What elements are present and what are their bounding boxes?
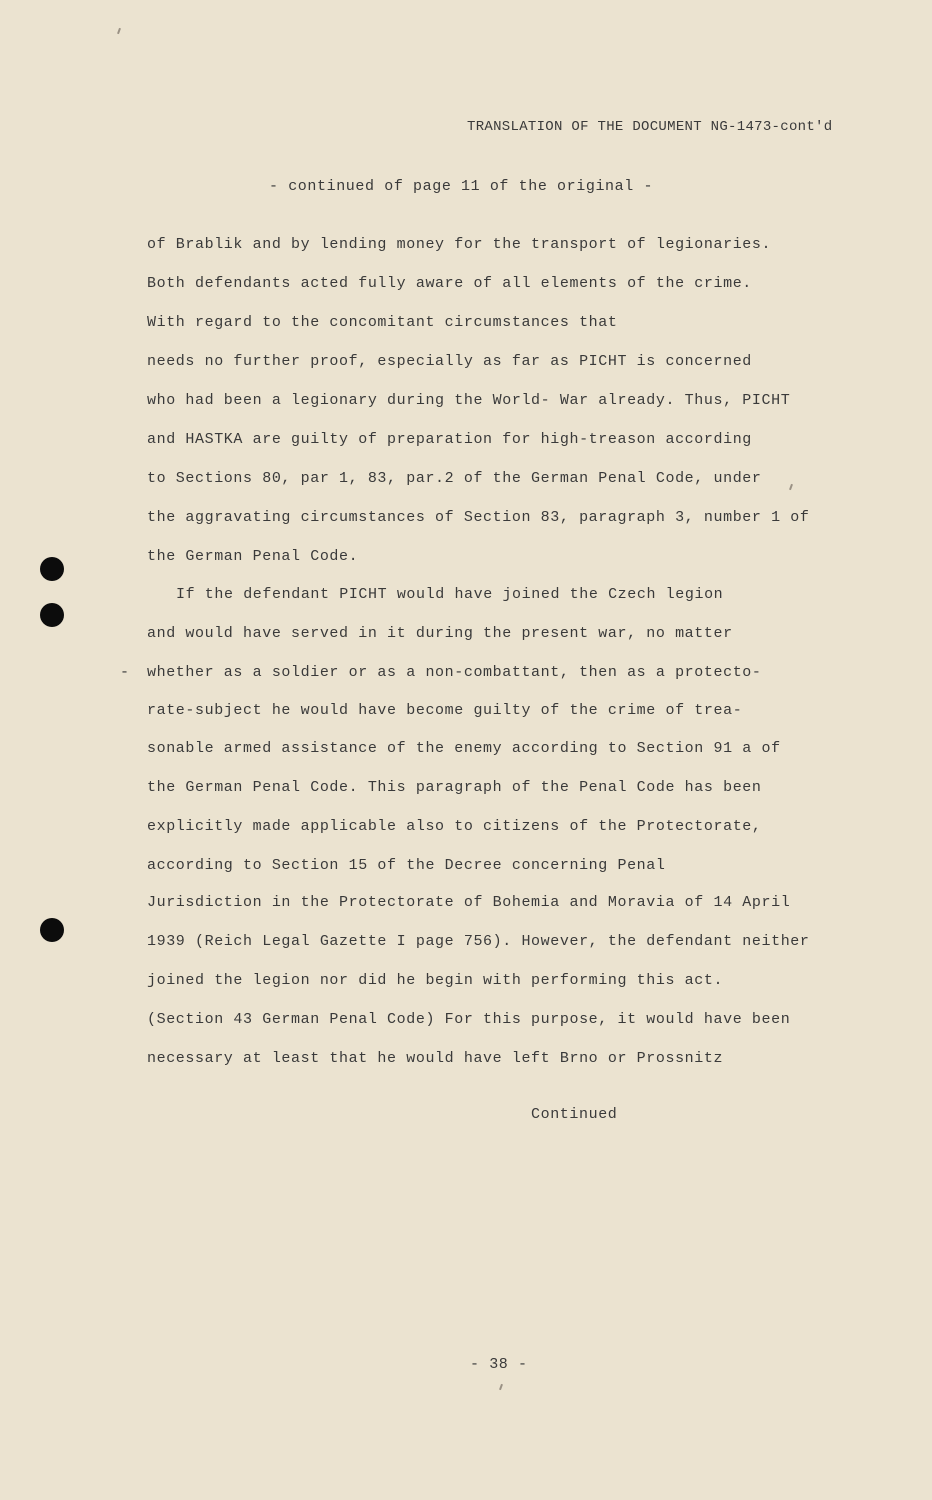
page-number: - 38 - bbox=[470, 1356, 528, 1373]
punch-hole bbox=[40, 557, 64, 581]
body-line: (Section 43 German Penal Code) For this purpose, it would have been bbox=[147, 1011, 791, 1028]
body-line: and HASTKA are guilty of preparation for high-treason according bbox=[147, 431, 752, 448]
body-line: the aggravating circumstances of Section 83, paragraph 3, number 1 of bbox=[147, 509, 810, 526]
body-line: the German Penal Code. bbox=[147, 548, 359, 565]
body-line: With regard to the concomitant circumstances that bbox=[147, 314, 618, 331]
body-line: sonable armed assistance of the enemy according to Section 91 a of bbox=[147, 740, 781, 757]
body-line: who had been a legionary during the World- War already. Thus, PICHT bbox=[147, 392, 791, 409]
continued-label: Continued bbox=[531, 1106, 618, 1123]
body-line: whether as a soldier or as a non-combattant, then as a protecto- bbox=[147, 664, 762, 681]
paper-speck bbox=[789, 484, 793, 490]
body-line: necessary at least that he would have left Brno or Prossnitz bbox=[147, 1050, 724, 1067]
body-line: to Sections 80, par 1, 83, par.2 of the German Penal Code, under bbox=[147, 470, 762, 487]
margin-mark: - bbox=[120, 664, 130, 681]
paper-speck bbox=[499, 1384, 503, 1390]
body-line: rate-subject he would have become guilty of the crime of trea- bbox=[147, 702, 743, 719]
punch-hole bbox=[40, 918, 64, 942]
body-line: joined the legion nor did he begin with performing this act. bbox=[147, 972, 724, 989]
continuation-note: - continued of page 11 of the original - bbox=[269, 178, 654, 195]
punch-hole bbox=[40, 603, 64, 627]
paragraph-start-line: If the defendant PICHT would have joined the Czech legion bbox=[176, 586, 724, 603]
body-line: explicitly made applicable also to citizens of the Protectorate, bbox=[147, 818, 762, 835]
body-line: of Brablik and by lending money for the transport of legionaries. bbox=[147, 236, 772, 253]
body-line: 1939 (Reich Legal Gazette I page 756). However, the defendant neither bbox=[147, 933, 810, 950]
document-header: TRANSLATION OF THE DOCUMENT NG-1473-cont'd bbox=[467, 119, 833, 135]
body-line: and would have served in it during the present war, no matter bbox=[147, 625, 733, 642]
paper-speck bbox=[117, 28, 121, 34]
body-line: according to Section 15 of the Decree concerning Penal bbox=[147, 857, 666, 874]
body-line: needs no further proof, especially as far as PICHT is concerned bbox=[147, 353, 752, 370]
body-line: Both defendants acted fully aware of all elements of the crime. bbox=[147, 275, 752, 292]
body-line: Jurisdiction in the Protectorate of Bohemia and Moravia of 14 April bbox=[147, 894, 791, 911]
body-line: the German Penal Code. This paragraph of the Penal Code has been bbox=[147, 779, 762, 796]
